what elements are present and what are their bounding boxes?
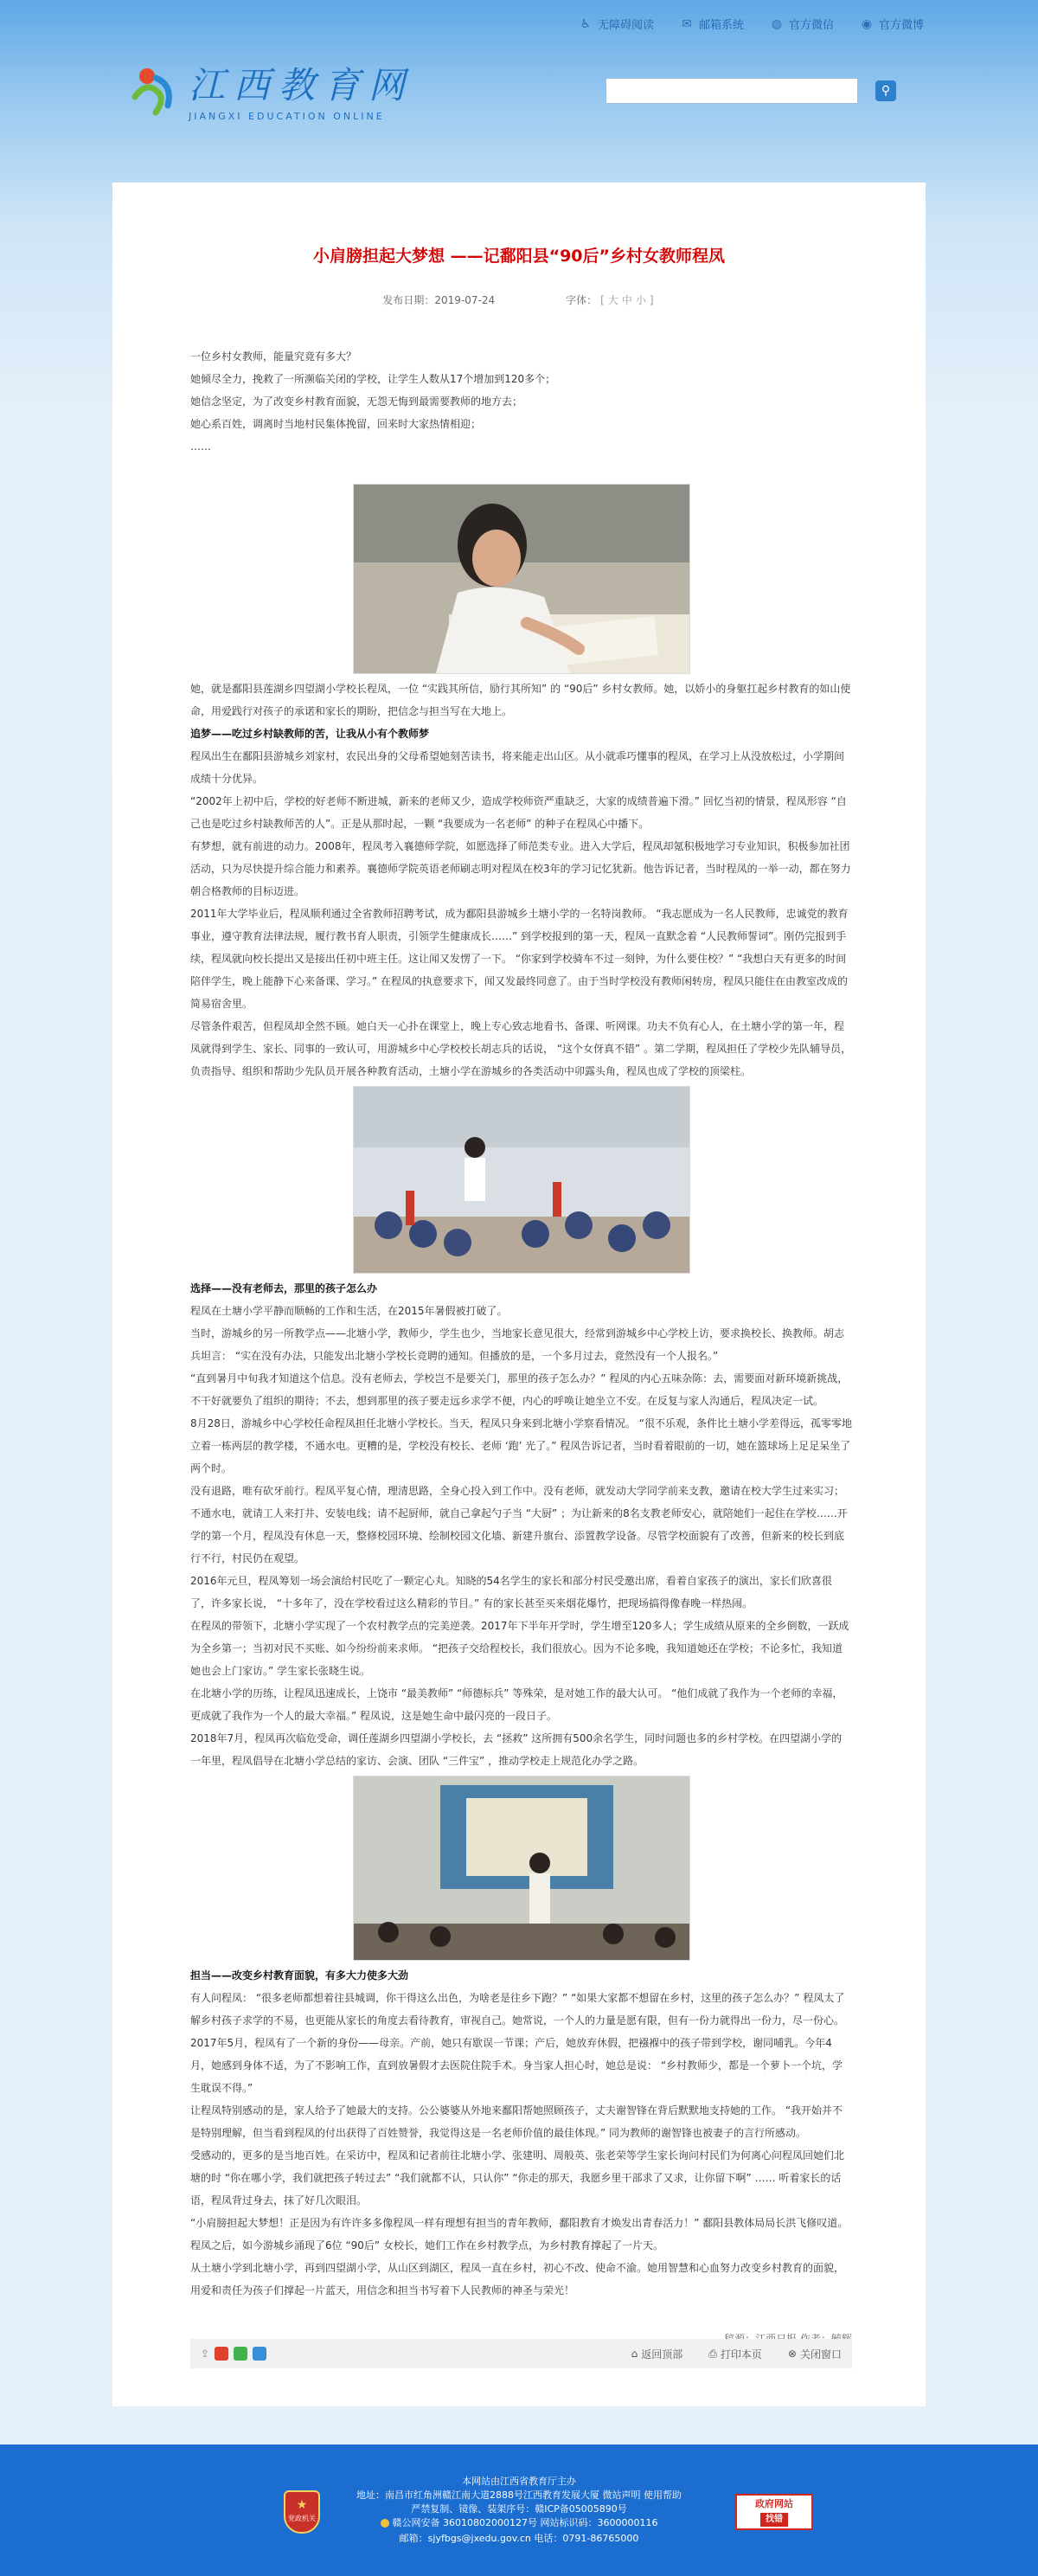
font-large-button[interactable]: 大 — [607, 294, 618, 306]
paragraph: 程凤出生在鄱阳县游城乡刘家村，农民出身的父母希望她刻苦读书，将来能走出山区。从小就乖巧懂事的程凤，在学习上从没放松过，小学期间成绩十分优异。 — [190, 750, 845, 785]
print-icon: ⎙ — [708, 2347, 717, 2360]
intro-line: …… — [190, 440, 211, 453]
weibo-icon: ◉ — [861, 16, 873, 31]
search-icon: ⚲ — [881, 84, 891, 98]
paragraph: 当时，游城乡的另一所教学点——北塘小学，教师少，学生也少，当地家长意见很大，经常到游城乡中心学校上访，要求换校长、换教师。胡志兵坦言： “实在没有办法，只能发出北塘小学校长竞聘的通知。但播放的是，一个多月过去，竟然没有一个人报名。” — [190, 1327, 845, 1362]
paragraph: 她，就是鄱阳县莲湖乡四望湖小学校长程凤，一位 “实践其所信，励行其所知” 的 “90后” 乡村女教师。她，以娇小的身躯扛起乡村教育的如山使命，用爱践行对孩子的承诺和家长的期盼，把信念与担当写在大地上。 — [190, 683, 851, 717]
site-logo[interactable] — [130, 57, 413, 122]
section-heading: 追梦——吃过乡村缺教师的苦，让我从小有个教师梦 — [190, 728, 430, 740]
publish-date: 发布日期：2019-07-24 — [382, 294, 496, 306]
article-body — [190, 345, 852, 2350]
paragraph: 程凤在土塘小学平静而顺畅的工作和生活，在2015年暑假被打破了。 — [190, 1305, 508, 1317]
paragraph: 从土塘小学到北塘小学，再到四望湖小学，从山区到湖区，程凤一直在乡村，初心不改、使命不渝。她用智慧和心血努力改变乡村教育的面貌，用爱和责任为孩子们撑起一片蓝天，用信念和担当书写着下人民教师的神圣与荣光！ — [190, 2262, 845, 2297]
paragraph: “小肩膀担起大梦想！正是因为有许许多多像程凤一样有理想有担当的青年教师，鄱阳教育才焕发出青春活力！” 鄱阳县教体局局长洪飞修叹道。程凤之后，如今游城乡涌现了6位 “90后” 女校长，她们工作在乡村教学点，为乡村教育撑起了一片天。 — [190, 2217, 849, 2252]
classroom-dance-image — [354, 1087, 690, 1273]
paragraph: “直到暑月中旬我才知道这个信息。没有老师去，学校岂不是要关门，那里的孩子怎么办？” 程凤的内心五味杂陈：去，需要面对新环境新挑战，不干好就要负了组织的期待；不去，想到那里的孩子要走远乡求学不便，内心的呼唤让她坐立不安。在反复与家人沟通后，程凤决定一试。 — [190, 1372, 849, 1407]
share-icon: ⇪ — [201, 2348, 210, 2360]
paragraph: 2018年7月，程凤再次临危受命，调任莲湖乡四望湖小学校长，去 “拯救” 这所拥有500余名学生，同时问题也多的乡村学校。在四望湖小学的一年里，程凤倡导在北塘小学总结的家访、会演、团队 “三件宝” ，推动学校走上规范化办学之路。 — [190, 1732, 843, 1767]
paragraph: 在北塘小学的历练，让程凤迅速成长，上饶市 “最美教师” “师德标兵” 等殊荣，是对她工作的最大认可。 “他们成就了我作为一个老师的幸福，更成就了我作为一个人的最大幸福。” 程凤说，这是她生命中最闪亮的一段日子。 — [190, 1687, 843, 1722]
top-links — [579, 16, 924, 32]
article-title: 小肩膀担起大梦想 ——记鄱阳县“90后”乡村女教师程凤 — [312, 247, 726, 266]
wechat-link[interactable]: ◍ 官方微信 — [771, 16, 834, 32]
report-error-badge[interactable]: 政府网站 找错 — [735, 2494, 813, 2530]
page-tools — [631, 2347, 842, 2361]
paragraph: 有梦想，就有前进的动力。2008年，程凤考入襄德师学院，如愿选择了师范类专业。进入大学后，程凤却氪积极地学习专业知识，积极参加社团活动，只为尽快提升综合能力和素养。襄德师学院英语老师刷志明对程凤在校3年的学习记忆犹新。他告诉记者，当时程凤的一举一动，都在努力朝合格教师的目标迈进。 — [190, 840, 851, 897]
teacher-at-board-image — [354, 1776, 690, 1960]
article-photo-1 — [353, 484, 690, 674]
article-toolbar — [190, 2339, 852, 2368]
paragraph: “2002年上初中后，学校的好老师不断进城，新来的老师又少，造成学校师资严重缺乏，大家的成绩普遍下滑。” 回忆当初的情景，程凤形容 “自己也是吃过乡村缺教师苦的人”。正是从那时起，一颗 “我要成为一名老师” 的种子在程凤心中播下。 — [190, 795, 847, 830]
footer-line: 地址：南昌市红角洲赣江南大道2888号江西教育发展大厦 微站声明 使用帮助 — [356, 2489, 682, 2501]
section-heading: 选择——没有老师去，那里的孩子怎么办 — [190, 1282, 378, 1294]
logo-text-cn: 江西教育网 — [189, 64, 414, 106]
paragraph: 2011年大学毕业后，程凤顺利通过全省教师招聘考试，成为鄱阳县游城乡土塘小学的一名特岗教师。 “我志愿成为一名人民教师，忠诚党的教育事业，遵守教育法律法规，履行教书育人职责，引领学生健康成长……” 到学校报到的第一天，程凤一直默念着 “人民教师誓词”。刚仍完报到手续，程凤就向校长提出又是接出任初中班主任。这让闻又发愣了一下。 “你家到学校骑车不过一刻钟，为什么要住校？” “我想白天有更多的时间陪伴学生，晚上能静下心来备课、学习。” 在程凤的执意要求下，闻又发最终同意了。由于当时学校没有教师闲转房，程凤只能住在由教室改成的简易宿舍里。 — [190, 908, 849, 1010]
paragraph: 在程凤的带领下，北塘小学实现了一个农村教学点的完美逆袭。2017年下半年开学时，学生增至120多人；学生成绩从原来的全乡倒数，一跃成为全乡第一；当初对民不买账、如今纷纷前来求师。 “把孩子交给程校长，我们很放心。因为不论多晚，我知道她还在学校；不论多忙，我知道她也会上门家访。” 学生家长张晓生说。 — [190, 1620, 849, 1677]
intro-line: 她信念坚定，为了改变乡村教育面貌，无怨无悔到最需要教师的地方去； — [190, 395, 523, 408]
top-bar — [0, 0, 1038, 50]
paragraph: 2017年5月，程凤有了一个新的身份——母亲。产前，她只有歇误一节课；产后，她放弃休假，把襁褓中的孩子带到学校，谢同哺乳。今年4月，她感到身体不适，为了不影响工作，直到放暑假才去医院住院手术。身当家人担心时，她总是说： “乡村教师少，都是一个萝卜一个坑，学生耽误不得。” — [190, 2037, 843, 2094]
close-icon: ⊗ — [787, 2348, 797, 2360]
print-button[interactable]: ⎙ 打印本页 — [708, 2347, 762, 2361]
teacher-writing-image — [354, 485, 690, 673]
search-input[interactable] — [606, 78, 858, 104]
search-button[interactable] — [875, 80, 896, 101]
party-government-badge[interactable]: ★ 党政机关 — [284, 2490, 320, 2534]
paragraph: 尽管条件艰苦，但程凤却全然不顾。她白天一心扑在课堂上，晚上专心致志地看书、备课、听网课。功夫不负有心人，在土塘小学的第一年，程凤就得到学生、家长、同事的一致认可，用游城乡中心学校校长胡志兵的话说， “这个女伢真不错” 。第二学期，程凤担任了学校少先队辅导员，负责指导、组织和帮助少先队员开展各种教育活动，土塘小学在游城乡的各类活动中卯露头角，程凤也成了学校的顶梁柱。 — [190, 1020, 852, 1077]
mail-link[interactable]: ✉ 邮箱系统 — [680, 16, 744, 32]
footer-line: 严禁复制、镜像、装架序号：赣ICP备05005890号 — [411, 2503, 627, 2515]
search-bar — [606, 78, 896, 104]
intro-line: 她倾尽全力，挽救了一所濒临关闭的学校，让学生人数从17个增加到120多个； — [190, 373, 556, 385]
logo-text-en: JIANGXI EDUCATION ONLINE — [189, 111, 385, 122]
accessibility-link[interactable]: ♿ 无障碍阅读 — [580, 16, 654, 32]
paragraph: 2016年元旦，程凤筹划一场会演给村民吃了一颗定心丸。知晓的54名学生的家长和部分村民受邀出席，看着自家孩子的演出，家长们欣喜很了，许多家长说， “十多年了，没在学校看过这么精彩的节目。” 有的家长甚至买来烟花爆竹，把现场搞得像春晚一样热闹。 — [190, 1575, 832, 1609]
wechat-share-icon[interactable] — [234, 2347, 247, 2361]
paragraph: 让程凤特别感动的是，家人给予了她最大的支持。公公婆婆从外地来鄱阳帮她照顾孩子，丈夫谢智锋在背后默默地支持她的工作。 “我开始并不是特别理解，但当看到程凤的付出获得了百姓赞誉，我觉得这是一名老师价值的最佳体现。” 同为教师的谢智锋也被妻子的言行所感动。 — [190, 2104, 843, 2139]
article-photo-3 — [353, 1776, 690, 1961]
share-buttons — [201, 2347, 266, 2361]
wechat-icon: ◍ — [771, 16, 783, 31]
mail-icon: ✉ — [682, 16, 692, 31]
footer-line: 邮箱：sjyfbgs@jxedu.gov.cn 电话：0791-86765000 — [399, 2533, 639, 2544]
intro-line: 她心系百姓，调离时当地村民集体挽留，回来时大家热情相迎； — [190, 418, 482, 430]
police-badge-icon — [381, 2519, 389, 2528]
back-to-top-button[interactable]: ⌂ 返回顶部 — [631, 2348, 683, 2361]
home-icon: ⌂ — [631, 2348, 638, 2360]
emblem-icon: ★ — [296, 2498, 308, 2512]
paragraph: 没有退路，唯有砍牙前行。程凤平复心情，理清思路，全身心投入到工作中。没有老师，就发动大学同学前来支教，邀请在校大学生过来实习；不通水电，就请工人来打井、安装电线；请不起厨师，就自己拿起勺子当 “大厨” ；为让新来的8名支教老师安心，就陪她们一起住在学校……开学的第一个月，程凤没有休息一天，整修校园环境、绘制校园文化墙、新建升旗台、添置教学设备。尽管学校面貌有了改善，但新来的校长到底行不行，村民仍在观望。 — [190, 1485, 848, 1564]
footer-line: 本网站由江西省教育厅主办 — [462, 2476, 576, 2487]
wheelchair-icon: ♿ — [580, 16, 592, 31]
font-size-switcher: 字体： [ 大 中 小 ] — [566, 294, 654, 306]
site-footer — [0, 2444, 1038, 2576]
weibo-link[interactable]: ◉ 官方微博 — [861, 16, 924, 32]
footer-line: 赣公网安备 36010802000127号 网站标识码：3600000116 — [0, 2516, 1038, 2532]
close-window-button[interactable]: ⊗ 关闭窗口 — [787, 2348, 842, 2361]
paragraph: 8月28日，游城乡中心学校任命程凤担任北塘小学校长。当天，程凤只身来到北塘小学察看情况。 “很不乐观，条件比土塘小学差得远，孤零零地立着一栋两层的教学楼，不通水电。更糟的是，学校没有校长、老师 ‘跑’ 光了。” 程凤告诉记者，当时看着眼前的一切，她在篮球场上足足呆坐了两个时。 — [190, 1417, 852, 1474]
logo-mark-icon — [130, 62, 180, 118]
article-card — [112, 183, 926, 2406]
plus-share-icon[interactable] — [253, 2347, 266, 2361]
article-meta — [156, 292, 882, 307]
section-heading: 担当——改变乡村教育面貌，有多大力使多大劲 — [190, 1969, 409, 1982]
article-photo-2 — [353, 1086, 690, 1274]
paragraph: 受感动的，更多的是当地百姓。在采访中，程凤和记者前往北塘小学、张建明、周般英、张老荣等学生家长询问村民们为何离心问程凤回她们北塘的时 “你在哪小学，我们就把孩子转过去” “我们就都不认，只认你” “你走的那天，我愿乡里干部求了又求，让你留下啊” …… 听着家长的话语，程凤背过身去，抹了好几次眼泪。 — [190, 2149, 845, 2207]
article-intro — [190, 345, 852, 458]
font-small-button[interactable]: 小 — [635, 294, 646, 306]
intro-line: 一位乡村女教师，能量究竟有多大？ — [190, 350, 357, 363]
font-medium-button[interactable]: 中 — [621, 294, 632, 306]
paragraph: 有人问程凤： “很多老师都想着往县城调，你干得这么出色，为啥老是往乡下跑？” “如果大家都不想留在乡村，这里的孩子怎么办？” 程凤太了解乡村孩子求学的不易，也更能从家长的角度去看待教育，审视自己。她常说，一个人的力量是愿有限，但有一份力就得出一份力，尽一份心。 — [190, 1992, 845, 2027]
weibo-share-icon[interactable] — [215, 2347, 228, 2361]
